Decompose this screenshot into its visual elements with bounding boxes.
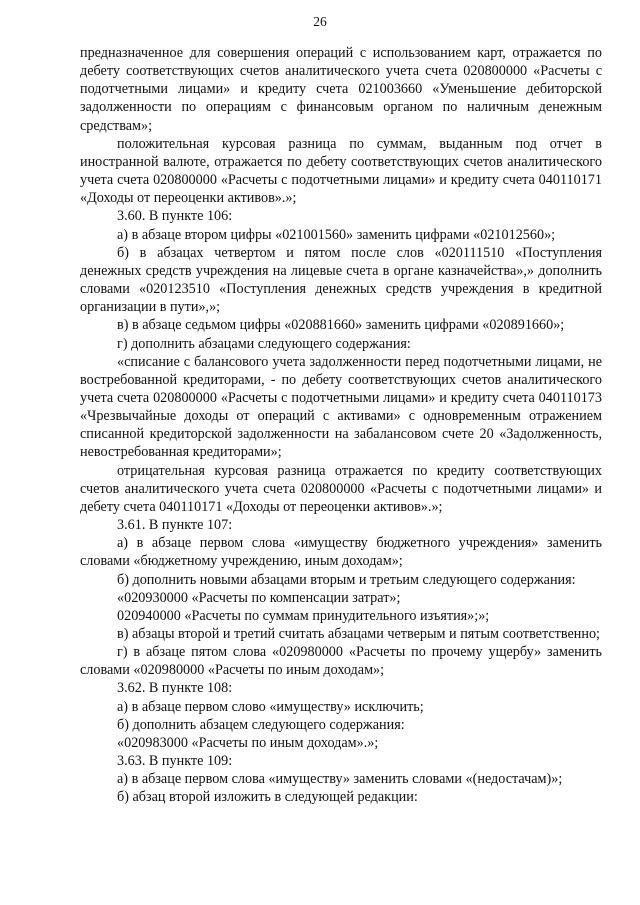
paragraph-account-020940000: 020940000 «Расчеты по суммам принудительного изъятия»;»;	[117, 607, 490, 624]
paragraph-3-61-b: б) дополнить новыми абзацами вторым и третьим следующего содержания:	[117, 571, 576, 588]
paragraph-account-020930000: «020930000 «Расчеты по компенсации затрат»;	[117, 589, 401, 606]
paragraph-positive-exchange-difference: положительная курсовая разница по суммам, выданным под отчет в иностранной валюте, отражается по дебету соответствующих счетов аналитического учета счета 020800000 «Расчеты с подотчетными лицами» и кредиту счета 040110171 «Доходы от переоценки активов».»;	[80, 135, 602, 207]
paragraph-3-61-v: в) абзацы второй и третий считать абзацами четверым и пятым соответственно;	[117, 626, 600, 642]
paragraph-3-63-b: б) абзац второй изложить в следующей редакции:	[117, 789, 418, 806]
paragraph-negative-exchange-difference: отрицательная курсовая разница отражается по кредиту соответствующих счетов аналитического учета счета 020800000 «Расчеты с подотчетными лицами» и дебету счета 040110171 «Доходы от переоценки активов».»;	[80, 462, 602, 515]
paragraph-3-60-v: в) в абзаце седьмом цифры «020881660» заменить цифрами «020891660»;	[117, 317, 565, 334]
paragraph-3-61-a: а) в абзаце первом слова «имуществу бюджетного учреждения» заменить словами «бюджетному учреждению, иным доходам»;	[80, 535, 602, 570]
paragraph-write-off: «списание с балансового учета задолженности перед подотчетными лицами, не востребованной кредиторами, - по дебету соответствующих счетов аналитического учета счета 020800000 «Расчеты с подотчетными лицами» и кредиту счета 040110173 «Чрезвычайные доходы от операций с активами» с одновременным отражением списанной кредиторской задолженности на забалансовом счете 20 «Задолженность, невостребованная кредиторами»;	[80, 353, 602, 461]
paragraph-3-60-g: г) дополнить абзацами следующего содержания:	[117, 335, 411, 352]
paragraph-3-61-g: г) в абзаце пятом слова «020980000 «Расчеты по прочему ущербу» заменить словами «020980000 «Расчеты по иным доходам»;	[80, 644, 602, 679]
paragraph-clause-3-61: 3.61. В пункте 107:	[117, 517, 233, 534]
paragraph-account-020983000: «020983000 «Расчеты по иным доходам».»;	[117, 734, 379, 751]
paragraph-continuation: предназначенное для совершения операций с использованием карт, отражается по дебету соответствующих счетов аналитического учета счета 020800000 «Расчеты с подотчетными лицами» и кредиту счета 021003660 «Уменьшение дебиторской задолженности по операциям с финансовым органом по наличным денежным средствам»;	[80, 45, 602, 134]
page-number: 26	[313, 14, 327, 29]
paragraph-3-62-b: б) дополнить абзацем следующего содержания:	[117, 716, 405, 733]
paragraph-3-60-a: а) в абзаце втором цифры «021001560» заменить цифрами «021012560»;	[117, 226, 556, 243]
paragraph-clause-3-63: 3.63. В пункте 109:	[117, 753, 233, 770]
paragraph-clause-3-60: 3.60. В пункте 106:	[117, 208, 233, 225]
document-body	[80, 44, 602, 807]
paragraph-3-62-a: а) в абзаце первом слово «имуществу» исключить;	[117, 698, 424, 715]
paragraph-3-63-a: а) в абзаце первом слова «имуществу» заменить словами «(недостачам)»;	[117, 771, 563, 788]
paragraph-clause-3-62: 3.62. В пункте 108:	[117, 680, 233, 697]
paragraph-3-60-b: б) в абзацах четвертом и пятом после слов «020111510 «Поступления денежных средств учреждения на лицевые счета в органе казначейства»,» дополнить словами «020123510 «Поступления денежных средств учреждения в кредитной организации в пути»,»;	[80, 244, 602, 316]
